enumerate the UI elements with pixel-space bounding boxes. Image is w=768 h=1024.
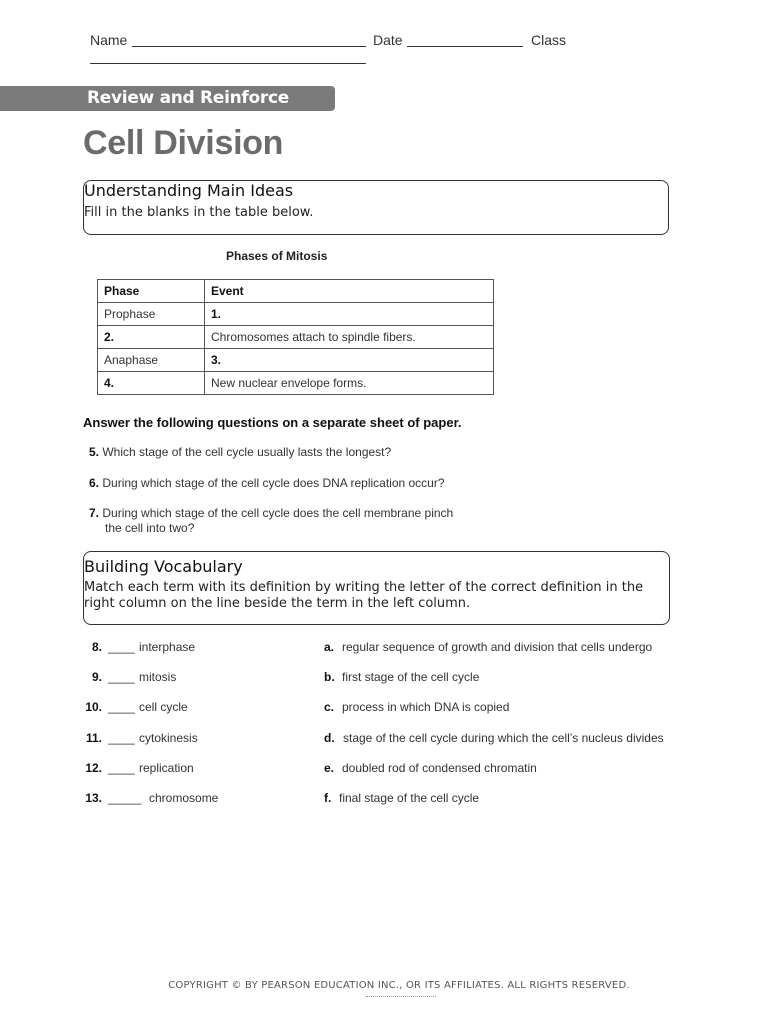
definition-text: stage of the cell cycle during which the cell’s nucleus divides xyxy=(343,731,664,745)
definition-text: process in which DNA is copied xyxy=(342,700,510,714)
answer-blank[interactable]: _____ xyxy=(108,791,142,805)
phases-table xyxy=(97,279,494,395)
main-ideas-title: Understanding Main Ideas xyxy=(84,181,294,200)
footer-divider xyxy=(366,996,436,997)
definition-letter: f. xyxy=(324,791,332,805)
page-title: Cell Division xyxy=(83,124,284,162)
definition-letter: d. xyxy=(324,731,335,745)
definition-text: regular sequence of growth and division that cells undergo xyxy=(342,640,653,654)
class-label: Class xyxy=(531,32,567,48)
questions-instruction: Answer the following questions on a separate sheet of paper. xyxy=(83,415,462,430)
question-text: Which stage of the cell cycle usually lasts the longest? xyxy=(102,445,392,459)
term-number: 8. xyxy=(91,640,102,654)
term-text: replication xyxy=(139,761,194,775)
column-header-event: Event xyxy=(205,280,494,303)
definition-letter: a. xyxy=(324,640,335,654)
answer-blank[interactable]: ____ xyxy=(108,731,135,745)
term-text: interphase xyxy=(139,640,196,654)
definition-text: first stage of the cell cycle xyxy=(342,670,480,684)
vocabulary-box xyxy=(83,551,670,625)
table-row xyxy=(98,349,494,372)
term-number: 11. xyxy=(85,731,102,745)
main-ideas-instruction: Fill in the blanks in the table below. xyxy=(84,205,314,220)
table-header-row xyxy=(98,280,494,303)
question-item xyxy=(89,506,453,521)
question-text-continuation: the cell into two? xyxy=(105,521,195,535)
term-number: 13. xyxy=(85,791,102,805)
phase-blank-cell[interactable]: 2. xyxy=(98,326,205,349)
main-ideas-box xyxy=(83,180,669,235)
term-number: 9. xyxy=(91,670,102,684)
date-label: Date xyxy=(373,32,403,48)
term-text: chromosome xyxy=(149,791,219,805)
vocabulary-title: Building Vocabulary xyxy=(84,557,243,576)
question-number: 5. xyxy=(89,445,100,459)
question-text: During which stage of the cell cycle does DNA replication occur? xyxy=(102,476,445,490)
event-blank-cell[interactable]: 3. xyxy=(205,349,494,372)
answer-blank[interactable]: ____ xyxy=(108,670,135,684)
question-text: During which stage of the cell cycle does the cell membrane pinch xyxy=(102,506,454,520)
question-item xyxy=(89,445,391,460)
question-number: 7. xyxy=(89,506,100,520)
banner-label: Review and Reinforce xyxy=(87,88,289,108)
definition-text: doubled rod of condensed chromatin xyxy=(342,761,537,775)
table-caption: Phases of Mitosis xyxy=(226,249,328,263)
question-number: 6. xyxy=(89,476,100,490)
term-number: 12. xyxy=(85,761,102,775)
event-cell: Chromosomes attach to spindle fibers. xyxy=(205,326,494,349)
name-field-continuation xyxy=(90,63,366,64)
table-row xyxy=(98,372,494,395)
vocabulary-instruction-line: Match each term with its definition by writing the letter of the correct definition in the xyxy=(84,580,644,595)
answer-blank[interactable]: ____ xyxy=(108,640,135,654)
event-blank-cell[interactable]: 1. xyxy=(205,303,494,326)
section-banner xyxy=(0,86,335,111)
definition-text: final stage of the cell cycle xyxy=(339,791,480,805)
answer-blank[interactable]: ____ xyxy=(108,761,135,775)
phase-blank-cell[interactable]: 4. xyxy=(98,372,205,395)
question-item xyxy=(89,476,445,491)
term-text: cell cycle xyxy=(139,700,188,714)
event-cell: New nuclear envelope forms. xyxy=(205,372,494,395)
column-header-phase: Phase xyxy=(98,280,205,303)
phase-cell: Anaphase xyxy=(98,349,205,372)
definition-letter: c. xyxy=(324,700,335,714)
copyright-notice: COPYRIGHT © BY PEARSON EDUCATION INC., OR ITS AFFILIATES. ALL RIGHTS RESERVED. xyxy=(168,980,630,991)
term-text: mitosis xyxy=(139,670,177,684)
vocabulary-instruction-line: right column on the line beside the term in the left column. xyxy=(84,596,471,611)
table-row xyxy=(98,326,494,349)
name-field[interactable] xyxy=(132,46,366,47)
answer-blank[interactable]: ____ xyxy=(108,700,135,714)
definition-letter: b. xyxy=(324,670,335,684)
term-number: 10. xyxy=(85,700,102,714)
table-row xyxy=(98,303,494,326)
term-text: cytokinesis xyxy=(139,731,198,745)
name-label: Name xyxy=(90,32,128,48)
date-field[interactable] xyxy=(407,46,523,47)
phase-cell: Prophase xyxy=(98,303,205,326)
definition-letter: e. xyxy=(324,761,335,775)
